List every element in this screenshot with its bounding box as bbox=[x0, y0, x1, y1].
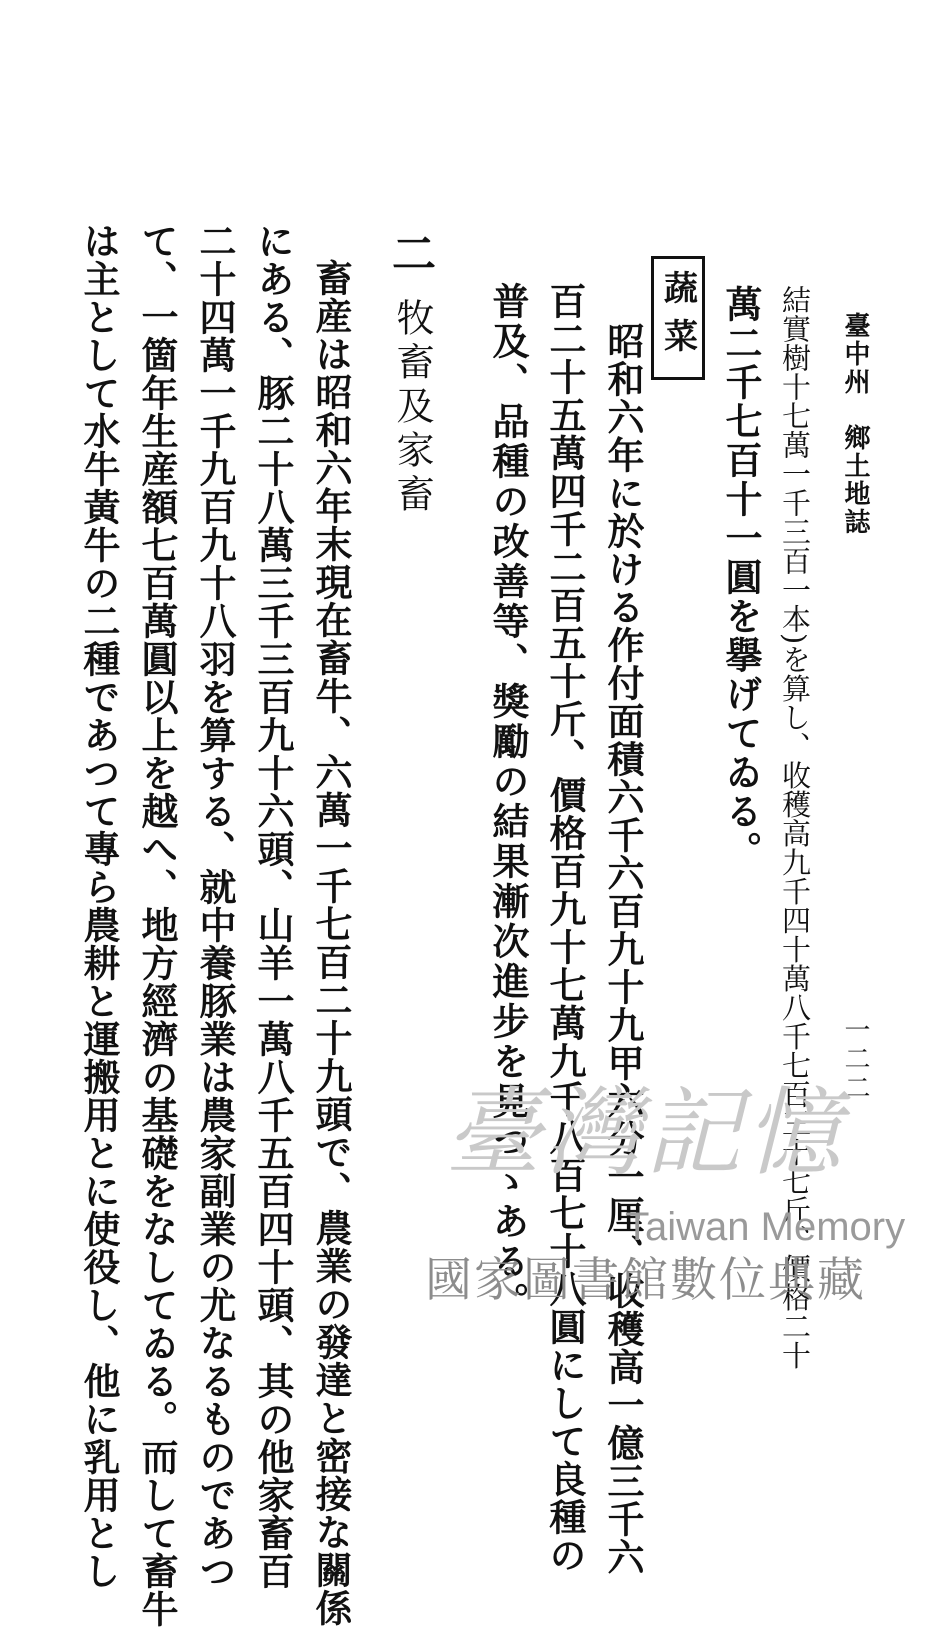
section-title: 牧畜及家畜 bbox=[390, 298, 434, 518]
text-column-3: 昭和六年に於ける作付面積六千六百九十九甲六分一厘、收穫高一億三千六 bbox=[601, 322, 645, 1576]
text-column-8: 二十四萬一千九百九十八羽を算する、就中養豚業は農家副業の尤なるものであつ bbox=[193, 222, 237, 1590]
text-column-7: にある、豚二十八萬三千三百九十六頭、山羊一萬八千五百四十頭、其の他家畜百 bbox=[251, 222, 295, 1590]
page-number: 一二二 bbox=[840, 1016, 870, 1103]
text-column-2: 萬二千七百十一圓を擧げてゐる。 bbox=[719, 285, 763, 870]
section-box-vegetables: 蔬菜 bbox=[651, 256, 705, 380]
text-column-6: 畜産は昭和六年末現在畜牛、六萬一千七百二十九頭で、農業の發達と密接な關係 bbox=[309, 259, 353, 1627]
watermark-chinese: 國家圖書館數位典藏 bbox=[425, 1253, 866, 1308]
text-column-4: 百二十五萬四千二百五十斤、價格百九十七萬九千八百七十八圓にして良種の bbox=[543, 282, 587, 1574]
section-number: 二 bbox=[392, 229, 436, 280]
watermark-calligraphy: 臺灣記憶 bbox=[445, 1077, 845, 1189]
running-header: 臺中州 鄉土地誌 bbox=[840, 312, 870, 536]
text-column-9: て、一箇年生産額七百萬圓以上を越へ、地方經濟の基礎をなしてゐる。而して畜牛 bbox=[135, 222, 179, 1628]
text-column-5: 普及、品種の改善等、獎勵の結果漸次進步を見つゝある。 bbox=[486, 282, 530, 1322]
watermark-english: Taiwan Memory bbox=[625, 1205, 906, 1249]
text-column-1: 結實樹十七萬一千三百一本)を算し、收穫高九千四十萬八千七百三十七斤、價格二十 bbox=[778, 285, 812, 1370]
text-column-10: は主として水牛黃牛の二種であつて專ら農耕と運搬用とに使役し、他に乳用とし bbox=[77, 222, 121, 1590]
